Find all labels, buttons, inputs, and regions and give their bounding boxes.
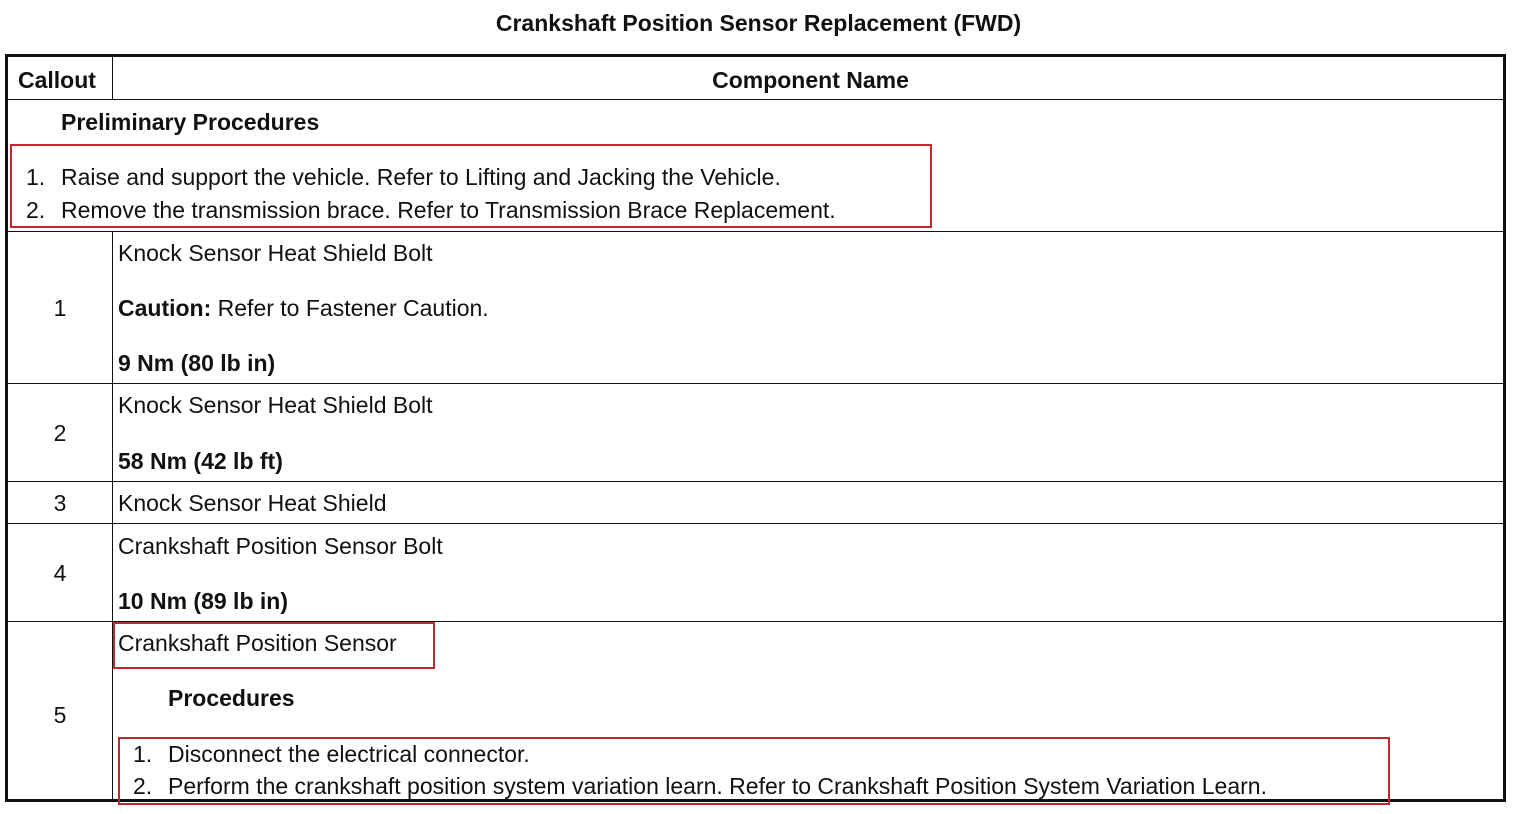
header-divider [8,99,1503,100]
callout-1: 1 [53,295,67,321]
callout-2: 2 [53,420,67,446]
procedure-step-2-text: Perform the crankshaft position system variation learn. Refer to Crankshaft Position System Variation Learn. [168,773,1267,799]
preliminary-step-2-number: 2. [26,197,46,223]
preliminary-steps-highlight [10,144,932,228]
row-1-torque: 9 Nm (80 lb in) [118,350,276,376]
column-divider-body [112,231,113,802]
row-2-component-name: Knock Sensor Heat Shield Bolt [118,392,433,418]
row-3-component-name: Knock Sensor Heat Shield [118,490,387,516]
row-1-caution [118,294,489,322]
row-divider-1 [8,383,1503,384]
row-4-component-name: Crankshaft Position Sensor Bolt [118,533,443,559]
column-divider-header [112,57,113,99]
row-divider-2 [8,481,1503,482]
preliminary-step-1-text: Raise and support the vehicle. Refer to Lifting and Jacking the Vehicle. [61,164,781,190]
procedure-steps-highlight [118,737,1390,805]
row-5-component-name: Crankshaft Position Sensor [118,630,397,656]
row-divider-3 [8,523,1503,524]
preliminary-step-1-number: 1. [26,164,46,190]
row-2-torque: 58 Nm (42 lb ft) [118,448,283,474]
procedure-step-1-number: 1. [133,741,153,767]
procedure-step-2-number: 2. [133,773,153,799]
caution-text: Refer to Fastener Caution. [211,295,489,321]
callout-3: 3 [53,490,67,516]
callout-4: 4 [53,560,67,586]
procedure-table [5,54,1506,802]
callout-column-header: Callout [18,67,96,93]
preliminary-step-2-text: Remove the transmission brace. Refer to Transmission Brace Replacement. [61,197,836,223]
caution-label: Caution: [118,295,212,321]
page-title: Crankshaft Position Sensor Replacement (FWD) [495,10,1022,36]
preliminary-procedures-heading: Preliminary Procedures [61,109,320,135]
callout-5: 5 [53,702,67,728]
procedures-heading: Procedures [168,685,295,711]
row-1-component-name: Knock Sensor Heat Shield Bolt [118,240,433,266]
row-divider-preliminary [8,231,1503,232]
row-4-torque: 10 Nm (89 lb in) [118,588,288,614]
component-name-column-header: Component Name [712,67,909,93]
component-name-highlight [113,622,435,669]
procedure-step-1-text: Disconnect the electrical connector. [168,741,530,767]
